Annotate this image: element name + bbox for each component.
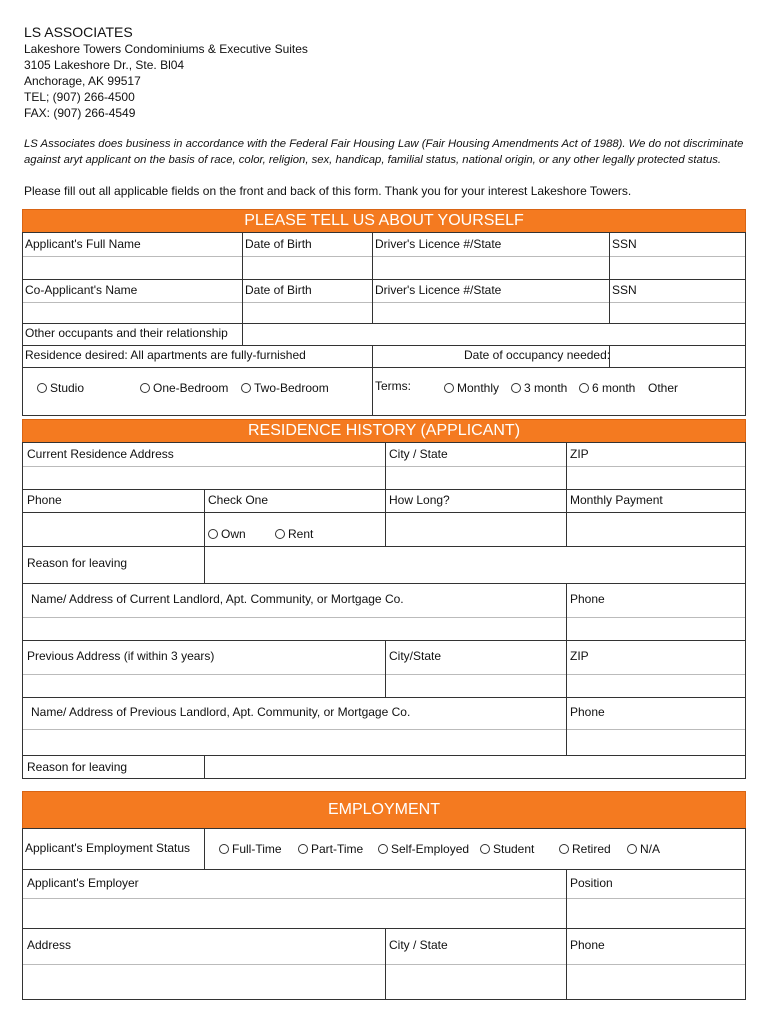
radio-icon[interactable] [559,844,569,854]
full-time-option[interactable] [219,842,282,856]
monthly-label: Monthly [457,381,500,395]
two-bedroom-label: Two-Bedroom [254,381,329,395]
3-month-label: 3 month [524,381,568,395]
previous-reason-label: Reason for leaving [27,760,128,774]
studio-label: Studio [50,381,85,395]
na-option[interactable] [627,842,660,856]
previous-landlord-phone-label: Phone [570,705,605,719]
fair-housing-notice: LS Associates does business in accordance with the Federal Fair Housing Law (Fair Housing Amendments Act of 1988). We do not discriminate against aryt applicant on the basis of race, color, religion, sex, handicap, familial status, national origin, or any other legally protected status. [24,138,744,166]
zip-label: ZIP [570,447,589,461]
terms-label: Terms: [375,379,411,393]
terms-monthly-option[interactable] [444,381,499,395]
telephone: TEL; (907) 266-4500 [24,90,135,104]
terms-6-month-option[interactable] [579,381,635,395]
co-license-label: Driver's Licence #/State [375,283,502,297]
terms-other-label: Other [648,381,679,395]
residence-studio-option[interactable] [37,381,84,395]
previous-address-label: Previous Address (if within 3 years) [27,649,215,663]
na-label: N/A [640,842,661,856]
radio-icon[interactable] [627,844,637,854]
radio-icon[interactable] [208,529,218,539]
about-section [22,232,746,416]
occupants-label: Other occupants and their relationship [25,326,228,340]
position-label: Position [570,876,613,890]
radio-icon[interactable] [511,383,521,393]
employer-city-state-label: City / State [389,938,448,952]
self-employed-label: Self-Employed [391,842,470,856]
property-name: Lakeshore Towers Condominiums & Executive Suites [24,42,308,56]
check-one-label: Check One [208,493,269,507]
co-applicant-label: Co-Applicant's Name [25,283,138,297]
current-landlord-label: Name/ Address of Current Landlord, Apt. Community, or Mortgage Co. [31,592,404,606]
student-label: Student [493,842,535,856]
radio-icon[interactable] [241,383,251,393]
company-name: LS ASSOCIATES [24,24,133,40]
city-state-label: City / State [389,447,448,461]
fax: FAX: (907) 266-4549 [24,106,136,120]
radio-icon[interactable] [140,383,150,393]
residence-desired-label: Residence desired: All apartments are fully-furnished [25,348,306,362]
radio-icon[interactable] [444,383,454,393]
section-header-residence: RESIDENCE HISTORY (APPLICANT) [22,419,746,443]
current-address-label: Current Residence Address [27,447,174,461]
occupancy-date-label: Date of occupancy needed: [464,348,611,362]
employment-status-label: Applicant's Employment Status [25,841,191,855]
part-time-label: Part-Time [311,842,364,856]
radio-icon[interactable] [275,529,285,539]
employment-section [22,828,746,1000]
own-option[interactable] [208,527,246,541]
terms-3-month-option[interactable] [511,381,567,395]
section-header-employment: EMPLOYMENT [22,791,746,829]
previous-landlord-label: Name/ Address of Previous Landlord, Apt. Community, or Mortgage Co. [31,705,411,719]
section-header-about: PLEASE TELL US ABOUT YOURSELF [22,209,746,233]
radio-icon[interactable] [298,844,308,854]
employer-label: Applicant's Employer [27,876,139,890]
how-long-label: How Long? [389,493,450,507]
monthly-payment-label: Monthly Payment [570,493,663,507]
previous-city-state-label: City/State [389,649,442,663]
student-option[interactable] [480,842,534,856]
rent-label: Rent [288,527,314,541]
rent-option[interactable] [275,527,313,541]
own-label: Own [221,527,246,541]
retired-option[interactable] [559,842,611,856]
residence-two-bedroom-option[interactable] [241,381,329,395]
6-month-label: 6 month [592,381,636,395]
ssn-label: SSN [612,237,637,251]
street-address: 3105 Lakeshore Dr., Ste. Bl04 [24,58,185,72]
full-time-label: Full-Time [232,842,282,856]
residence-one-bedroom-option[interactable] [140,381,228,395]
retired-label: Retired [572,842,611,856]
residence-section [22,442,746,779]
co-ssn-label: SSN [612,283,637,297]
co-dob-label: Date of Birth [245,283,312,297]
employer-phone-label: Phone [570,938,605,952]
previous-zip-label: ZIP [570,649,589,663]
dob-label: Date of Birth [245,237,312,251]
landlord-phone-label: Phone [570,592,605,606]
radio-icon[interactable] [219,844,229,854]
license-label: Driver's Licence #/State [375,237,502,251]
radio-icon[interactable] [480,844,490,854]
form-instructions: Please fill out all applicable fields on the front and back of this form. Thank you for your interest Lakeshore Towers. [24,184,632,198]
reason-leaving-label: Reason for leaving [27,556,128,570]
radio-icon[interactable] [378,844,388,854]
employer-address-label: Address [27,938,72,952]
part-time-option[interactable] [298,842,363,856]
phone-label: Phone [27,493,62,507]
radio-icon[interactable] [37,383,47,393]
one-bedroom-label: One-Bedroom [153,381,229,395]
radio-icon[interactable] [579,383,589,393]
city-address: Anchorage, AK 99517 [24,74,141,88]
self-employed-option[interactable] [378,842,469,856]
applicant-name-label: Applicant's Full Name [25,237,141,251]
